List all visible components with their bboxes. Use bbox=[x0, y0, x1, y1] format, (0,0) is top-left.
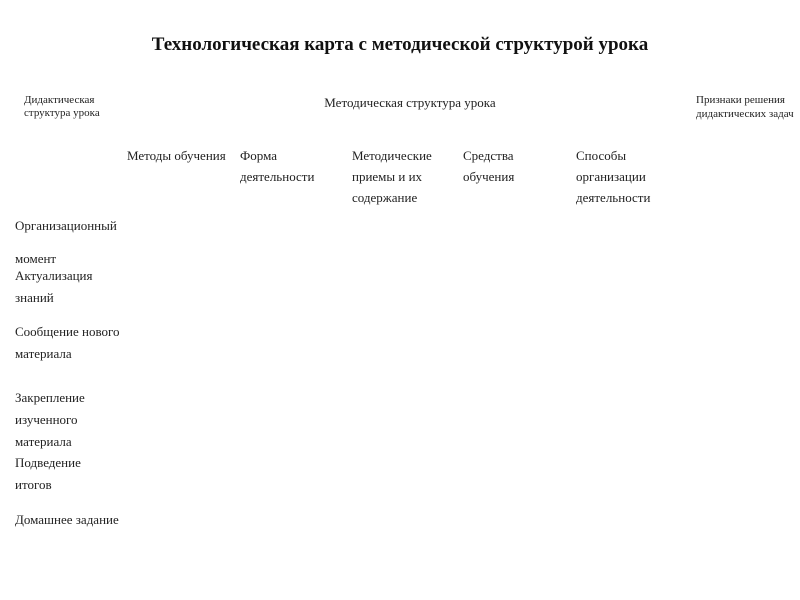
stage-label-new-material: Сообщение нового материала bbox=[15, 324, 120, 361]
page-title: Технологическая карта с методической структурой урока bbox=[151, 34, 649, 55]
stage-label-consolidation: Закрепление изученного материала bbox=[15, 390, 85, 449]
column-header-methodical-techniques: Методические приемы и их содержание bbox=[352, 148, 432, 205]
task-solution-signs-header: Признаки решения дидактических задач bbox=[696, 94, 794, 120]
stage-label-homework: Домашнее задание bbox=[15, 512, 119, 527]
column-header-activity-form: Форма деятельности bbox=[240, 148, 315, 184]
column-header-teaching-tools: Средства обучения bbox=[463, 148, 515, 184]
stage-label-organizational-moment: Организационный момент bbox=[15, 218, 117, 266]
column-header-activity-organization: Способы организации деятельности bbox=[576, 148, 651, 205]
didactic-structure-header: Дидактическая структура урока bbox=[24, 94, 100, 119]
stage-label-summary: Подведение итогов bbox=[15, 455, 81, 492]
column-header-teaching-methods: Методы обучения bbox=[127, 148, 226, 163]
methodical-structure-header: Методическая структура урока bbox=[324, 95, 496, 110]
stage-label-knowledge-actualization: Актуализация знаний bbox=[15, 268, 93, 305]
